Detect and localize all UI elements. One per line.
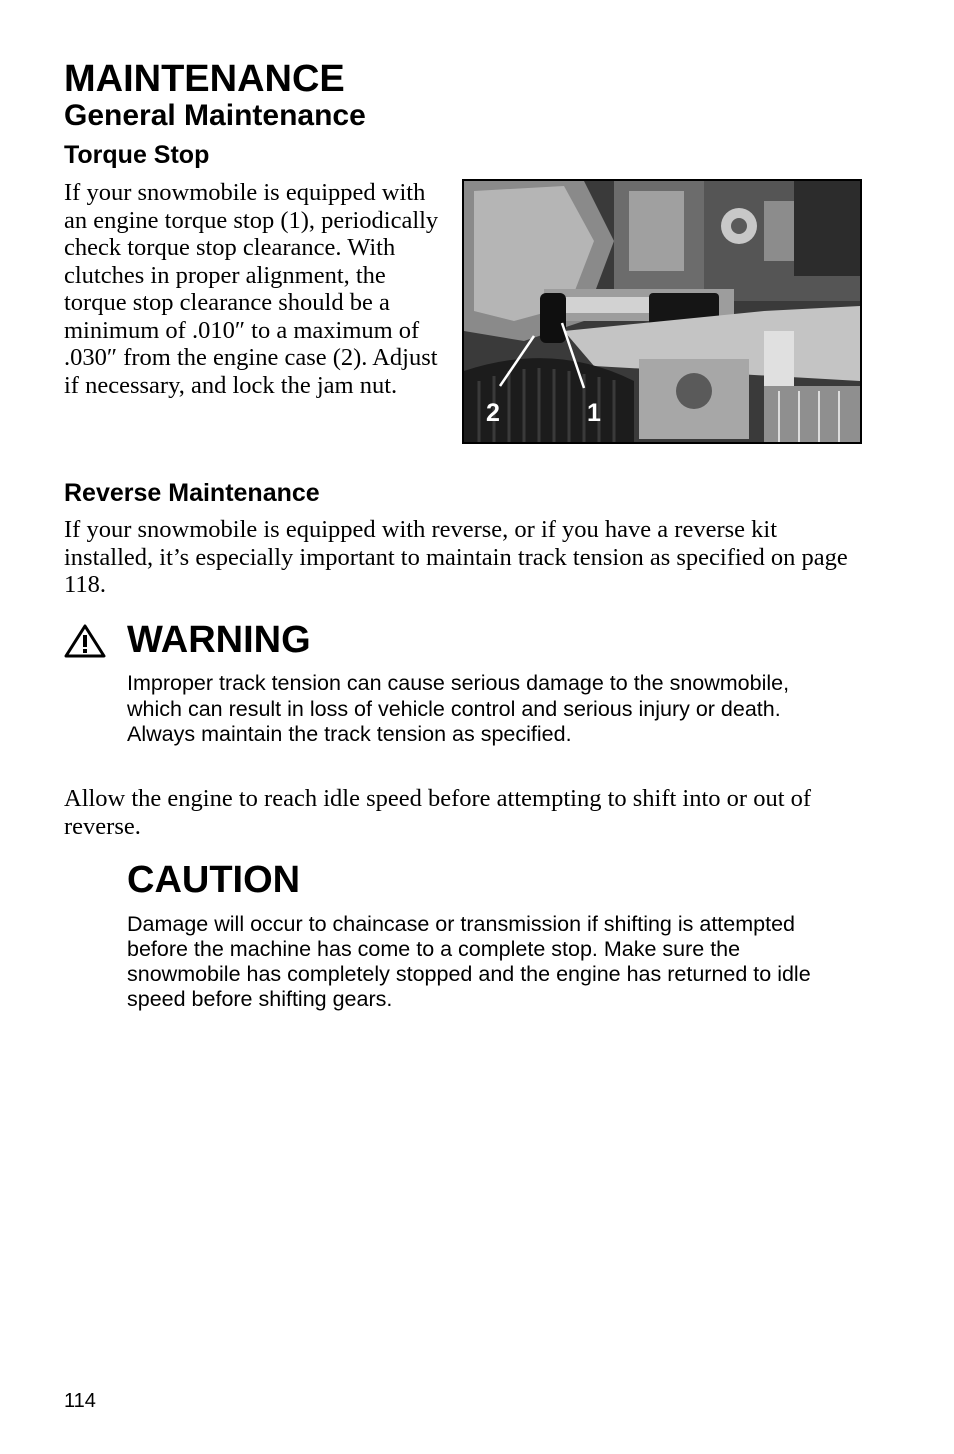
torque-stop-paragraph: If your snowmobile is equipped with an engine torque stop (1), periodically check torque stop clearance. With clutches in proper alignment, the torque stop clearance should be a minimum of .010″ to a maximum of .030″ from the engine case (2). Adjust if necessary, and lock the jam nut. xyxy=(64,179,439,399)
callout-label-1: 1 xyxy=(587,399,601,427)
page-number: 114 xyxy=(64,1390,96,1412)
section-title: General Maintenance xyxy=(64,99,366,132)
torque-stop-heading: Torque Stop xyxy=(64,141,210,169)
callout-label-2: 2 xyxy=(486,399,500,427)
torque-stop-photo xyxy=(462,179,862,444)
page-title: MAINTENANCE xyxy=(64,58,345,100)
warning-paragraph: Improper track tension can cause serious damage to the snowmobile, which can result in loss of vehicle control and serious injury or death. Always maintain the track tension as specified. xyxy=(127,671,790,746)
caution-paragraph: Damage will occur to chaincase or transmission if shifting is attempted before the machine has come to a complete stop. Make sure the snowmobile has completely stopped and the engine has returned to idle speed before shifting gears. xyxy=(127,912,811,1011)
reverse-maintenance-heading: Reverse Maintenance xyxy=(64,479,320,507)
shift-note-paragraph: Allow the engine to reach idle speed before attempting to shift into or out of reverse. xyxy=(64,785,812,840)
reverse-maintenance-paragraph: If your snowmobile is equipped with reverse, or if you have a reverse kit installed, it’s especially important to maintain track tension as specified on page 118. xyxy=(64,516,848,598)
warning-heading: WARNING xyxy=(127,619,311,661)
warning-triangle-icon xyxy=(64,624,106,658)
caution-heading: CAUTION xyxy=(127,859,301,901)
